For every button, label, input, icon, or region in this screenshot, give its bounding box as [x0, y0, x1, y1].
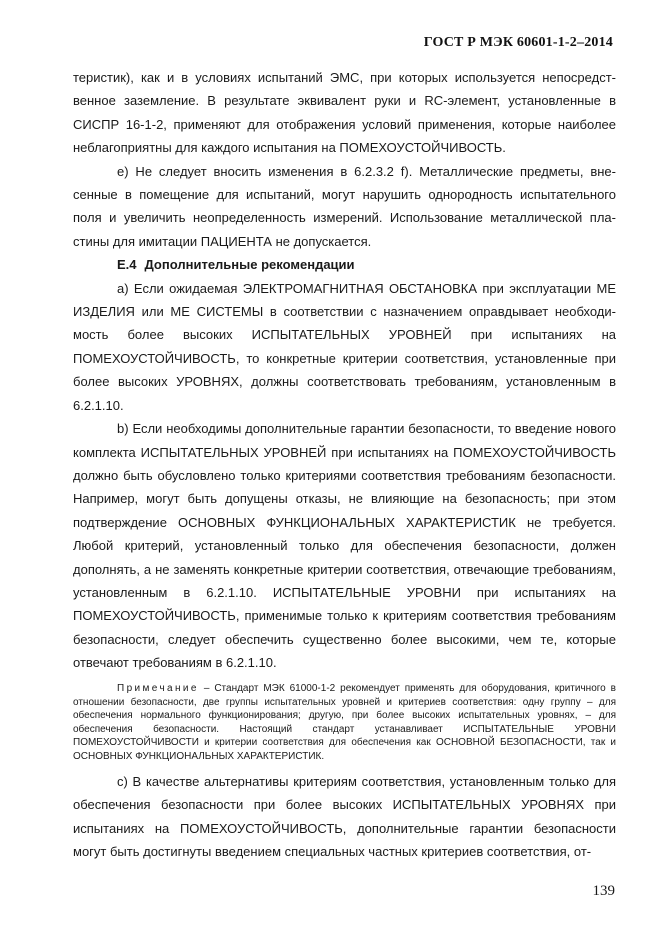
paragraph-continuation: теристик), как и в условиях испытаний ЭМС, при которых используется непосредственное заземление. В результате эквивалент руки и RC-элемент, установленные в СИСПР 16-1-2, применяют для отображения условий применения, которые наиболее неблагоприятны для каждого испытания на ПОМЕХОУСТОЙЧИВОСТЬ. [73, 70, 616, 156]
paragraph-item-c: c) В качестве альтернативы критериям соответствия, установленным только для обеспечения безопасности при более высоких ИСПЫТАТЕЛЬНЫХ УРОВНЯХ при испытаниях на ПОМЕХОУСТОЙЧИВОСТЬ, дополнительные гарантии безопасности могут быть достигнуты введением специальных частных критериев соответствия, от- [73, 774, 616, 860]
page-header-standard: ГОСТ Р МЭК 60601-1-2–2014 [423, 35, 613, 50]
main-text-bottom [73, 770, 616, 864]
note-text: – Стандарт МЭК 61000-1-2 рекомендует применять для оборудования, критичного в отношении безопасности, две группы испытательных уровней и критериев соответствия: одну группу – для обеспечения нормального функционирования; другую, при более высоких испытательных уровнях, – для обеспечения безопасности. Настоящий стандарт устанавливает ИСПЫТАТЕЛЬНЫЕ УРОВНИ ПОМЕХОУСТОЙЧИВОСТИ и критерии соответствия для обеспечения как ОСНОВНОЙ БЕЗОПАСНОСТИ, так и ОСНОВНЫХ ФУНКЦИОНАЛЬНЫХ ХАРАКТЕРИСТИК. [73, 683, 616, 762]
section-heading [73, 253, 616, 276]
paragraph-item-a: a) Если ожидаемая ЭЛЕКТРОМАГНИТНАЯ ОБСТАНОВКА при эксплуатации МЕ ИЗДЕЛИЯ или МЕ СИСТЕМЫ в соответствии с назначением оправдывает необходимость более высоких ИСПЫТАТЕЛЬНЫХ УРОВНЕЙ при испытаниях на ПОМЕХОУСТОЙЧИВОСТЬ, то конкретные критерии соответствия, установленные при более высоких УРОВНЯХ, должны соответствовать требованиям, установленным в 6.2.1.10. [73, 280, 616, 413]
note-block [73, 682, 616, 764]
paragraph-item-b: b) Если необходимы дополнительные гарантии безопасности, то введение нового комплекта ИСПЫТАТЕЛЬНЫХ УРОВНЕЙ при испытаниях на ПОМЕХОУСТОЙЧИВОСТЬ должно быть обусловлено только критериями соответствия требованиям безопасности. Например, могут быть допущены отказы, не влияющие на безопасность; при этом подтверждение ОСНОВНЫХ ФУНКЦИОНАЛЬНЫХ ХАРАКТЕРИСТИК не требуется. Любой критерий, установленный только для обеспечения безопасности, должен дополнять, а не заменять конкретные критерии соответствия, отвечающие требованиям, установленным в 6.2.1.10. ИСПЫТАТЕЛЬНЫЕ УРОВНИ при испытаниях на ПОМЕХОУСТОЙЧИВОСТЬ, применимые только к критериям соответствия требованиям безопасности, следует обеспечить существенно более высокими, чем те, которые отвечают требованиям в 6.2.1.10. [73, 421, 616, 671]
main-text-top [73, 66, 616, 675]
paragraph-item-e: e) Не следует вносить изменения в 6.2.3.2 f). Металлические предметы, внесенные в помещение для испытаний, могут нарушить однородность испытательного поля и увеличить неопределенность измерений. Использование металлической пластины для имитации ПАЦИЕНТА не допускается. [73, 163, 616, 249]
note-label: Примечание [117, 683, 199, 694]
section-number: Е.4 [117, 257, 137, 273]
section-title: Дополнительные рекомендации [144, 257, 355, 273]
page-number: 139 [592, 883, 615, 899]
